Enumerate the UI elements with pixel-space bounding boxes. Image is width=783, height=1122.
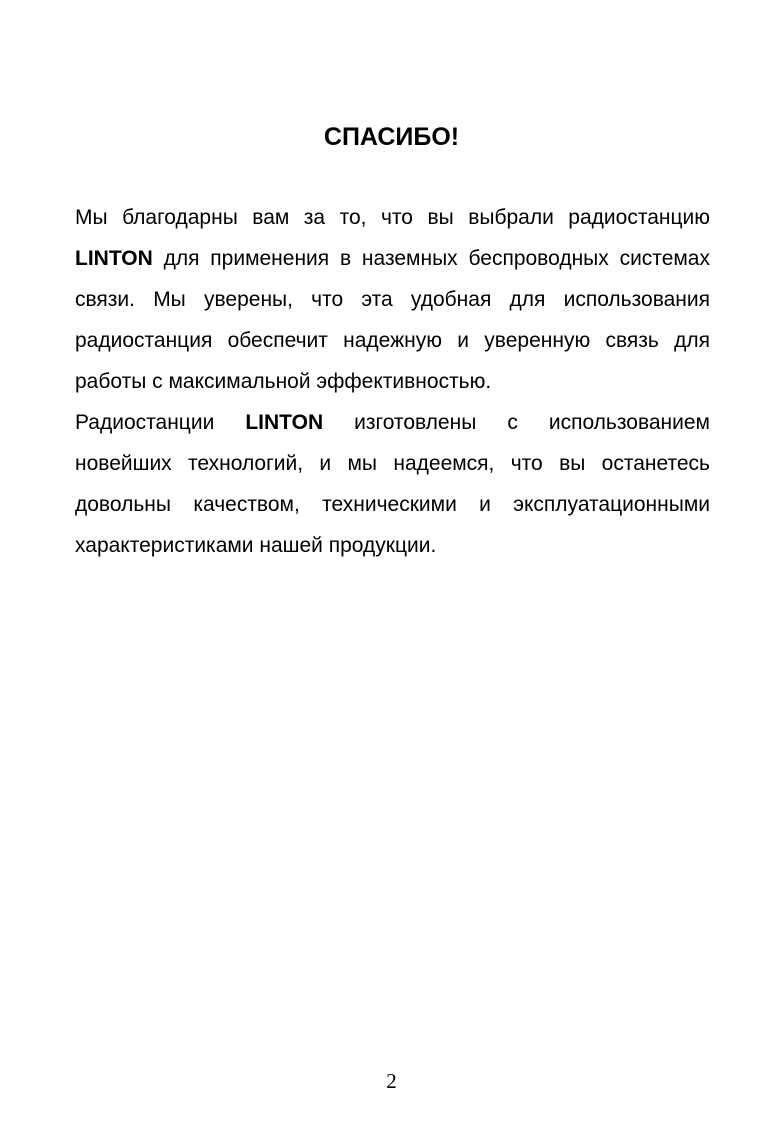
body-text bbox=[75, 197, 710, 566]
paragraph-text: Мы благодарны вам за то, что вы выбрали радиостанцию bbox=[75, 206, 710, 229]
paragraph-technologies bbox=[75, 402, 710, 566]
brand-name: LINTON bbox=[245, 411, 324, 434]
page-title: СПАСИБО! bbox=[323, 123, 460, 151]
paragraph-text: Радиостанции bbox=[75, 411, 246, 434]
page-number: 2 bbox=[386, 1069, 397, 1093]
paragraph-text: для применения в наземных беспроводных системах связи. Мы уверены, что эта удобная для использования радиостанция обеспечит надежную и уверенную связь для работы с максимальной эффективностью. bbox=[75, 247, 710, 393]
brand-name: LINTON bbox=[75, 247, 153, 270]
paragraph-text: изготовлены с использованием новейших технологий, и мы надеемся, что вы останетесь довольны качеством, техническими и эксплуатационными характеристиками нашей продукции. bbox=[75, 411, 710, 557]
paragraph-thanks bbox=[75, 197, 710, 402]
